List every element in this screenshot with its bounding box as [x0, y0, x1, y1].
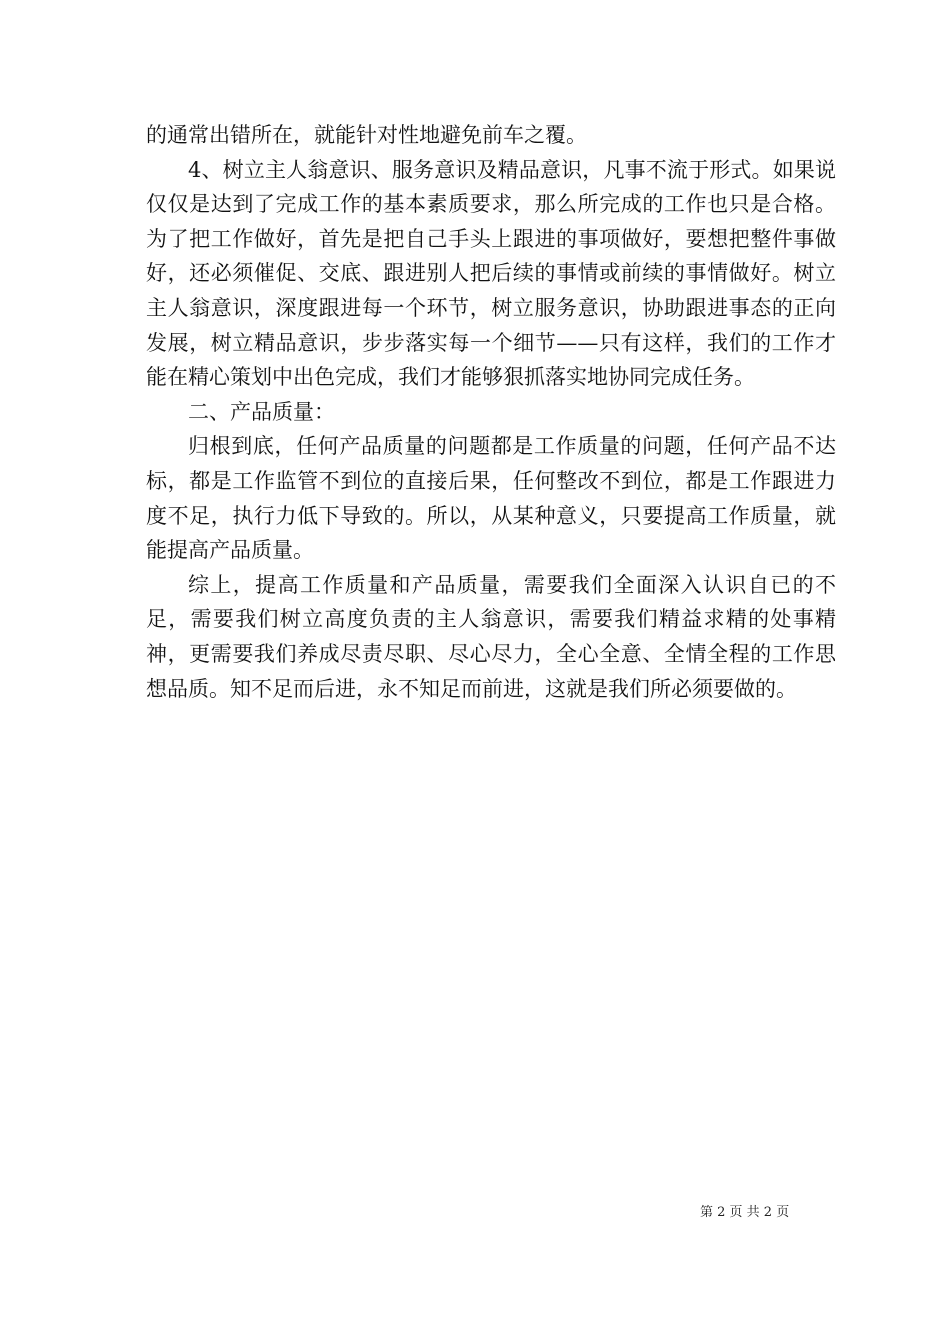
paragraph-item-4: 4、树立主人翁意识、服务意识及精品意识，凡事不流于形式。如果说仅仅是达到了完成工作的基本素质要求，那么所完成的工作也只是合格。为了把工作做好，首先是把自己手头上跟进的事项做好，要想把整件事做好，还必须催促、交底、跟进别人把后续的事情或前续的事情做好。树立主人翁意识，深度跟进每一个环节，树立服务意识，协助跟进事态的正向发展，树立精品意识，步步落实每一个细节——只有这样，我们的工作才能在精心策划中出色完成，我们才能够狠抓落实地协同完成任务。	[146, 157, 836, 390]
paragraph-summary: 综上，提高工作质量和产品质量，需要我们全面深入认识自已的不足，需要我们树立高度负责的主人翁意识，需要我们精益求精的处事精神，更需要我们养成尽责尽职、尽心尽力，全心全意、全情全程的工作思想品质。知不足而后进，永不知足而前进，这就是我们所必须要做的。	[146, 572, 836, 701]
paragraph-product-quality: 归根到底，任何产品质量的问题都是工作质量的问题，任何产品不达标，都是工作监管不到位的直接后果，任何整改不到位，都是工作跟进力度不足，执行力低下导致的。所以，从某种意义，只要提高工作质量，就能提高产品质量。	[146, 434, 836, 563]
document-body	[146, 118, 836, 706]
page-number-footer: 第 2 页 共 2 页	[700, 1205, 790, 1220]
paragraph-continuation: 的通常出错所在，就能针对性地避免前车之覆。	[146, 123, 587, 147]
section-heading-product-quality: 二、产品质量：	[188, 399, 335, 424]
